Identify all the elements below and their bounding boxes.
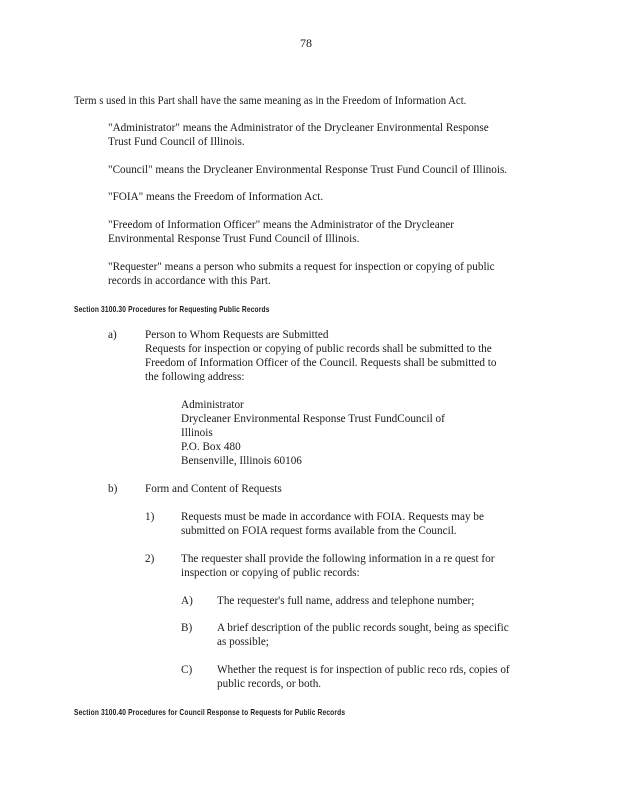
subsection-a-line3: the following address: [145,371,245,383]
item-2-line1: The requester shall provide the following information in a re quest for [181,553,495,565]
address-line: P.O. Box 480 [181,441,241,453]
item-marker-1: 1) [145,511,155,523]
address-line: Administrator [181,399,244,411]
subitem-c-line2: public records, or both. [217,678,322,690]
subitem-b-line2: as possible; [217,636,269,648]
address-line: Bensenville, Illinois 60106 [181,455,302,467]
subsection-marker-a: a) [108,329,117,341]
definition-foia: "FOIA" means the Freedom of Information Act. [108,191,324,203]
item-2-line2: inspection or copying of public records: [181,567,360,579]
subitem-c-line1: Whether the request is for inspection of public reco rds, copies of [217,664,510,676]
address-line: Illinois [181,427,213,439]
definition-administrator-line1: "Administrator" means the Administrator of the Drycleaner Environmental Response [108,122,489,134]
definition-administrator-line2: Trust Fund Council of Illinois. [108,136,245,148]
section-heading-3100-40: Section 3100.40 Procedures for Council Response to Requests for Public Records [74,707,346,717]
subsection-marker-b: b) [108,483,118,495]
definition-requester-line2: records in accordance with this Part. [108,275,271,287]
item-1-line1: Requests must be made in accordance with FOIA. Requests may be [181,511,484,523]
subitem-marker-c: C) [181,664,193,676]
page-number: 78 [300,36,312,50]
subsection-a-line1: Requests for inspection or copying of public records shall be submitted to the [145,343,492,355]
subitem-marker-a: A) [181,595,193,607]
section-heading-3100-30: Section 3100.30 Procedures for Requesting Public Records [74,304,270,314]
intro-paragraph: Term s used in this Part shall have the same meaning as in the Freedom of Information Act. [74,95,467,107]
address-line: Drycleaner Environmental Response Trust FundCouncil of [181,413,445,425]
subitem-marker-b: B) [181,622,193,634]
subitem-b-line1: A brief description of the public records sought, being as specific [217,622,509,634]
definition-requester-line1: "Requester" means a person who submits a request for inspection or copying of public [108,261,495,273]
definition-council: "Council" means the Drycleaner Environmental Response Trust Fund Council of Illinois. [108,164,508,176]
definition-foi-officer-line1: "Freedom of Information Officer" means the Administrator of the Drycleaner [108,219,454,231]
subsection-b-title: Form and Content of Requests [145,483,282,495]
definition-foi-officer-line2: Environmental Response Trust Fund Council of Illinois. [108,233,360,245]
subsection-a-line2: Freedom of Information Officer of the Council. Requests shall be submitted to [145,357,497,369]
subitem-a-line1: The requester's full name, address and telephone number; [217,595,475,607]
subsection-a-title: Person to Whom Requests are Submitted [145,329,329,341]
item-marker-2: 2) [145,553,155,565]
item-1-line2: submitted on FOIA request forms available from the Council. [181,525,457,537]
